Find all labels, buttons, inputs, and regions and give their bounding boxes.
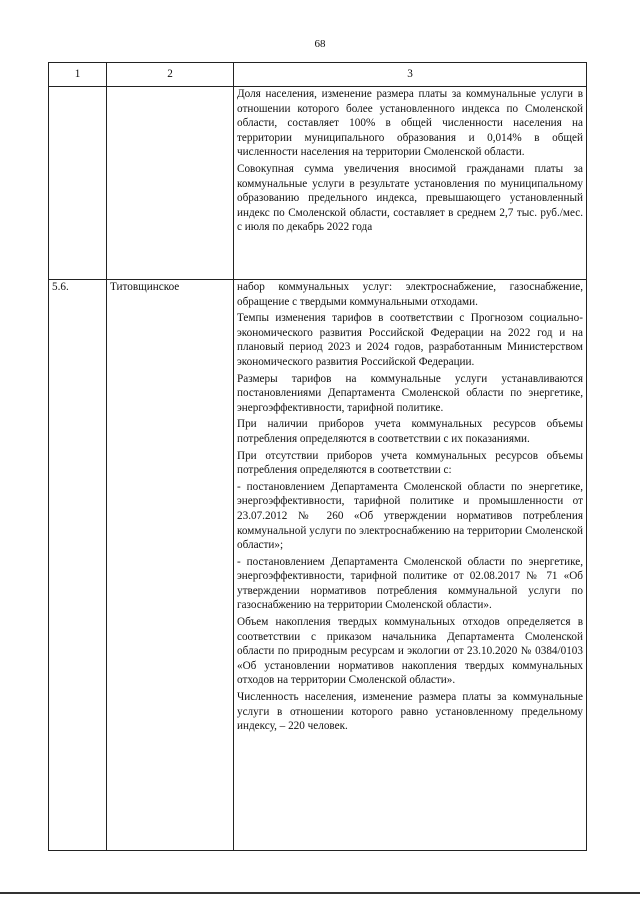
tariff-table bbox=[48, 62, 587, 851]
table-row bbox=[49, 87, 587, 280]
row-number-cell: 5.6. bbox=[49, 280, 107, 851]
paragraph: При отсутствии приборов учета коммунальных ресурсов объемы потребления определяются в соответствии с: bbox=[237, 449, 583, 477]
paragraph: - постановлением Департамента Смоленской области по энергетике, энергоэффективности, тарифной политике от 02.08.2017 № 71 «Об утверждении нормативов потребления коммунальной услуги по газоснабжению на территории Смоленской области». bbox=[237, 555, 583, 612]
paragraph: Темпы изменения тарифов в соответствии с Прогнозом социально-экономического развития Российской Федерации на 2022 год и на плановый период 2023 и 2024 годов, разработанным Министерством экономического развития Российской Федерации. bbox=[237, 312, 583, 368]
table-header-row bbox=[49, 63, 587, 87]
scan-edge-line bbox=[0, 892, 640, 894]
paragraph: Размеры тарифов на коммунальные услуги устанавливаются постановлениями Департамента Смоленской области по энергетике, энергоэффективности, тарифной политике. bbox=[237, 372, 583, 414]
paragraph: Численность населения, изменение размера платы за коммунальные услуги в отношении которого равно установленному предельному индексу, – 220 человек. bbox=[237, 691, 583, 733]
paragraph: - постановлением Департамента Смоленской области по энергетике, энергоэффективности, тарифной политике и промышленности от 23.07.2012 № 260 «Об утверждении нормативов потребления коммунальной услуги по электроснабжению на территории Смоленской области»; bbox=[237, 480, 583, 552]
table-row bbox=[49, 280, 587, 851]
header-col-3: 3 bbox=[234, 63, 587, 87]
row-name-cell: Титовщинское bbox=[107, 280, 234, 851]
paragraph: набор коммунальных услуг: электроснабжение, газоснабжение, обращение с твердыми коммунальными отходами. bbox=[237, 281, 583, 308]
paragraph: Совокупная сумма увеличения вносимой гражданами платы за коммунальные услуги в результате установления по муниципальному образованию предельного индекса, превышающего установленный индекс по Смоленской области, составляет в среднем 2,7 тыс. руб./мес. с июля по декабрь 2022 года bbox=[237, 162, 583, 234]
page-number: 68 bbox=[314, 38, 326, 50]
paragraph: Доля населения, изменение размера платы за коммунальные услуги в отношении которого более установленного индекса по Смоленской области, составляет 100% в общей численности населения на территории муниципального образования и 0,014% в общей численности населения на территории Смоленской области. bbox=[237, 88, 583, 159]
row-description-cell bbox=[234, 280, 587, 851]
row-description-cell bbox=[234, 87, 587, 280]
row-number-cell bbox=[49, 87, 107, 280]
header-col-1: 1 bbox=[49, 63, 107, 87]
paragraph: При наличии приборов учета коммунальных ресурсов объемы потребления определяются в соответствии с их показаниями. bbox=[237, 418, 583, 445]
header-col-2: 2 bbox=[107, 63, 234, 87]
row-name-cell bbox=[107, 87, 234, 280]
paragraph: Объем накопления твердых коммунальных отходов определяется в соответствии с приказом начальника Департамента Смоленской области по природным ресурсам и экологии от 23.10.2020 № 0384/0103 «Об установлении нормативов накопления твердых коммунальных отходов на территории Смоленской области». bbox=[237, 616, 583, 687]
